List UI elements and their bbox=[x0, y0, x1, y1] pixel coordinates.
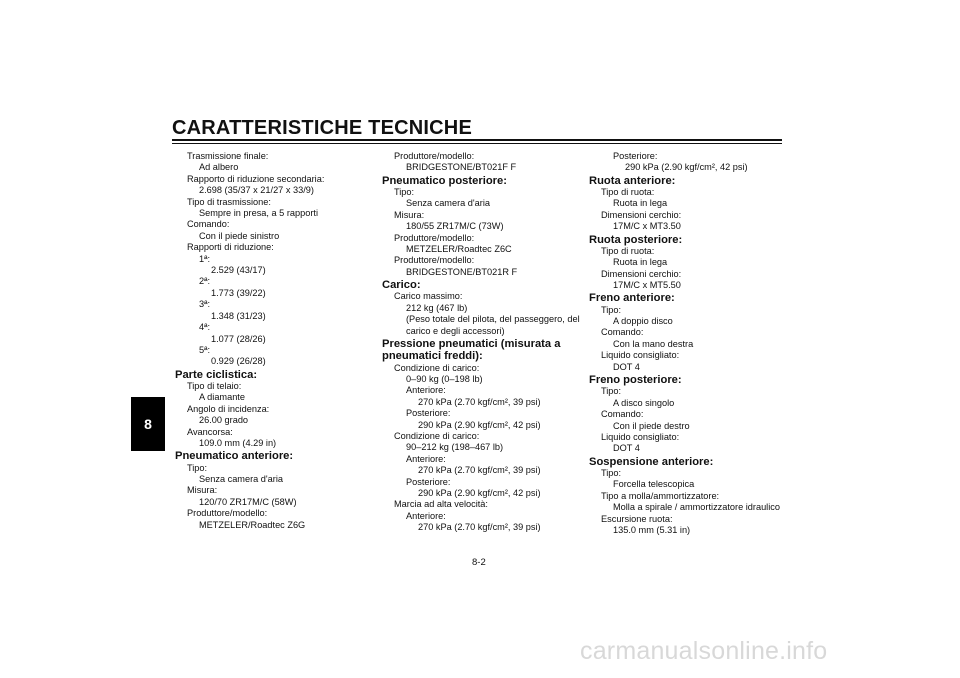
section-heading: Sospensione anteriore: bbox=[589, 455, 714, 468]
page-number: 8-2 bbox=[472, 557, 486, 568]
section-heading: Freno anteriore: bbox=[589, 292, 675, 305]
spec-value: Con la mano destra bbox=[613, 338, 694, 349]
spec-value: 1.077 (28/26) bbox=[211, 333, 266, 344]
spec-value: 2.529 (43/17) bbox=[211, 265, 266, 276]
spec-label: Dimensioni cerchio: bbox=[601, 268, 682, 279]
spec-value: 17M/C x MT3.50 bbox=[613, 221, 681, 232]
spec-label: Escursione ruota: bbox=[601, 513, 673, 524]
spec-column-3 bbox=[589, 151, 789, 536]
spec-value: DOT 4 bbox=[613, 443, 640, 454]
spec-value: A doppio disco bbox=[613, 316, 673, 327]
spec-label: Carico massimo: bbox=[394, 291, 463, 302]
spec-label: Misura: bbox=[187, 485, 218, 496]
spec-value: Senza camera d'aria bbox=[406, 198, 490, 209]
spec-value: Senza camera d'aria bbox=[199, 473, 283, 484]
spec-value: A disco singolo bbox=[613, 397, 675, 408]
spec-value: 2.698 (35/37 x 21/27 x 33/9) bbox=[199, 185, 314, 196]
spec-value: Ruota in lega bbox=[613, 198, 668, 209]
spec-value: Anteriore: bbox=[406, 385, 446, 396]
spec-value: 0–90 kg (0–198 lb) bbox=[406, 373, 483, 384]
spec-value: BRIDGESTONE/BT021F F bbox=[406, 162, 517, 173]
spec-label: Produttore/modello: bbox=[187, 508, 268, 519]
spec-value: Ruota in lega bbox=[613, 257, 668, 268]
spec-value: Forcella telescopica bbox=[613, 479, 695, 490]
spec-value: 270 kPa (2.70 kgf/cm², 39 psi) bbox=[418, 396, 541, 407]
watermark: carmanualsonline.info bbox=[580, 637, 828, 665]
spec-value: 290 kPa (2.90 kgf/cm², 42 psi) bbox=[625, 162, 748, 173]
title-rule-thin bbox=[172, 143, 782, 144]
spec-label: Produttore/modello: bbox=[394, 255, 475, 266]
spec-value: (Peso totale del pilota, del passeggero, del carico e degli accessori) bbox=[406, 314, 580, 336]
spec-label: Tipo: bbox=[394, 187, 415, 198]
spec-label: Liquido consigliato: bbox=[601, 431, 680, 442]
spec-value: 135.0 mm (5.31 in) bbox=[613, 524, 691, 535]
spec-label: Trasmissione finale: bbox=[187, 151, 269, 161]
spec-value: 290 kPa (2.90 kgf/cm², 42 psi) bbox=[418, 487, 541, 498]
spec-label: Liquido consigliato: bbox=[601, 350, 680, 361]
spec-label: Dimensioni cerchio: bbox=[601, 209, 682, 220]
spec-value: METZELER/Roadtec Z6C bbox=[406, 244, 512, 255]
spec-label: Tipo di trasmissione: bbox=[187, 196, 271, 207]
spec-value: A diamante bbox=[199, 392, 245, 403]
spec-label: Condizione di carico: bbox=[394, 362, 480, 373]
section-heading: Parte ciclistica: bbox=[175, 368, 258, 381]
spec-value: Ad albero bbox=[199, 162, 239, 173]
spec-value: 26.00 grado bbox=[199, 415, 249, 426]
spec-value: 90–212 kg (198–467 lb) bbox=[406, 442, 504, 453]
spec-value: 212 kg (467 lb) bbox=[406, 302, 468, 313]
spec-label: Tipo a molla/ammortizzatore: bbox=[601, 490, 720, 501]
spec-label: Comando: bbox=[601, 327, 644, 338]
spec-label: Rapporti di riduzione: bbox=[187, 242, 274, 253]
section-heading: Ruota anteriore: bbox=[589, 174, 676, 187]
spec-value: 1ª: bbox=[199, 253, 211, 264]
section-heading: Freno posteriore: bbox=[589, 374, 682, 387]
spec-label: Condizione di carico: bbox=[394, 430, 480, 441]
spec-label: Tipo: bbox=[601, 386, 622, 397]
spec-label: Avancorsa: bbox=[187, 426, 233, 437]
spec-label: Tipo: bbox=[601, 467, 622, 478]
spec-value: 290 kPa (2.90 kgf/cm², 42 psi) bbox=[418, 419, 541, 430]
chapter-number: 8 bbox=[144, 416, 152, 432]
spec-label: Comando: bbox=[187, 219, 230, 230]
spec-value: 120/70 ZR17M/C (58W) bbox=[199, 496, 297, 507]
chapter-tab bbox=[131, 397, 165, 451]
spec-value: 270 kPa (2.70 kgf/cm², 39 psi) bbox=[418, 465, 541, 476]
spec-label: Tipo di ruota: bbox=[601, 245, 655, 256]
section-heading: Pressione pneumatici (misurata a pneumatici freddi): bbox=[382, 338, 561, 363]
spec-label: Comando: bbox=[601, 409, 644, 420]
spec-value: 180/55 ZR17M/C (73W) bbox=[406, 221, 504, 232]
spec-value: Posteriore: bbox=[406, 476, 451, 487]
spec-value: 17M/C x MT5.50 bbox=[613, 280, 681, 291]
spec-value: Molla a spirale / ammortizzatore idraulico bbox=[613, 502, 780, 513]
spec-value: 1.348 (31/23) bbox=[211, 310, 266, 321]
spec-label: Rapporto di riduzione secondaria: bbox=[187, 173, 325, 184]
section-heading: Pneumatico posteriore: bbox=[382, 174, 507, 187]
spec-value: 3ª: bbox=[199, 299, 211, 310]
spec-value: 270 kPa (2.70 kgf/cm², 39 psi) bbox=[418, 522, 541, 533]
spec-label: Tipo di telaio: bbox=[187, 380, 242, 391]
spec-value: Posteriore: bbox=[406, 408, 451, 419]
spec-label: Tipo: bbox=[187, 462, 208, 473]
spec-value: DOT 4 bbox=[613, 361, 640, 372]
spec-label: Misura: bbox=[394, 209, 425, 220]
spec-value: 109.0 mm (4.29 in) bbox=[199, 437, 277, 448]
spec-label: Produttore/modello: bbox=[394, 232, 475, 243]
spec-column-2 bbox=[382, 151, 582, 534]
spec-value: 0.929 (26/28) bbox=[211, 356, 266, 367]
spec-value: Posteriore: bbox=[613, 151, 658, 161]
spec-column-1 bbox=[175, 151, 375, 531]
spec-label: Tipo di ruota: bbox=[601, 187, 655, 198]
spec-value: Anteriore: bbox=[406, 453, 446, 464]
spec-value: METZELER/Roadtec Z6G bbox=[199, 519, 306, 530]
section-heading: Pneumatico anteriore: bbox=[175, 450, 294, 463]
spec-label: Angolo di incidenza: bbox=[187, 403, 270, 414]
spec-value: 5ª: bbox=[199, 344, 211, 355]
spec-value: Con il piede destro bbox=[613, 420, 690, 431]
spec-value: 2ª: bbox=[199, 276, 211, 287]
spec-value: 1.773 (39/22) bbox=[211, 287, 266, 298]
spec-value: Sempre in presa, a 5 rapporti bbox=[199, 208, 318, 219]
spec-label: Produttore/modello: bbox=[394, 151, 475, 161]
spec-value: Anteriore: bbox=[406, 510, 446, 521]
spec-label: Tipo: bbox=[601, 304, 622, 315]
section-heading: Ruota posteriore: bbox=[589, 233, 683, 246]
spec-value: 4ª: bbox=[199, 322, 211, 333]
section-heading: Carico: bbox=[382, 279, 421, 292]
title-rule bbox=[172, 139, 782, 141]
spec-value: BRIDGESTONE/BT021R F bbox=[406, 266, 518, 277]
spec-value: Con il piede sinistro bbox=[199, 230, 280, 241]
page-title: CARATTERISTICHE TECNICHE bbox=[172, 117, 472, 139]
spec-label: Marcia ad alta velocità: bbox=[394, 499, 488, 510]
